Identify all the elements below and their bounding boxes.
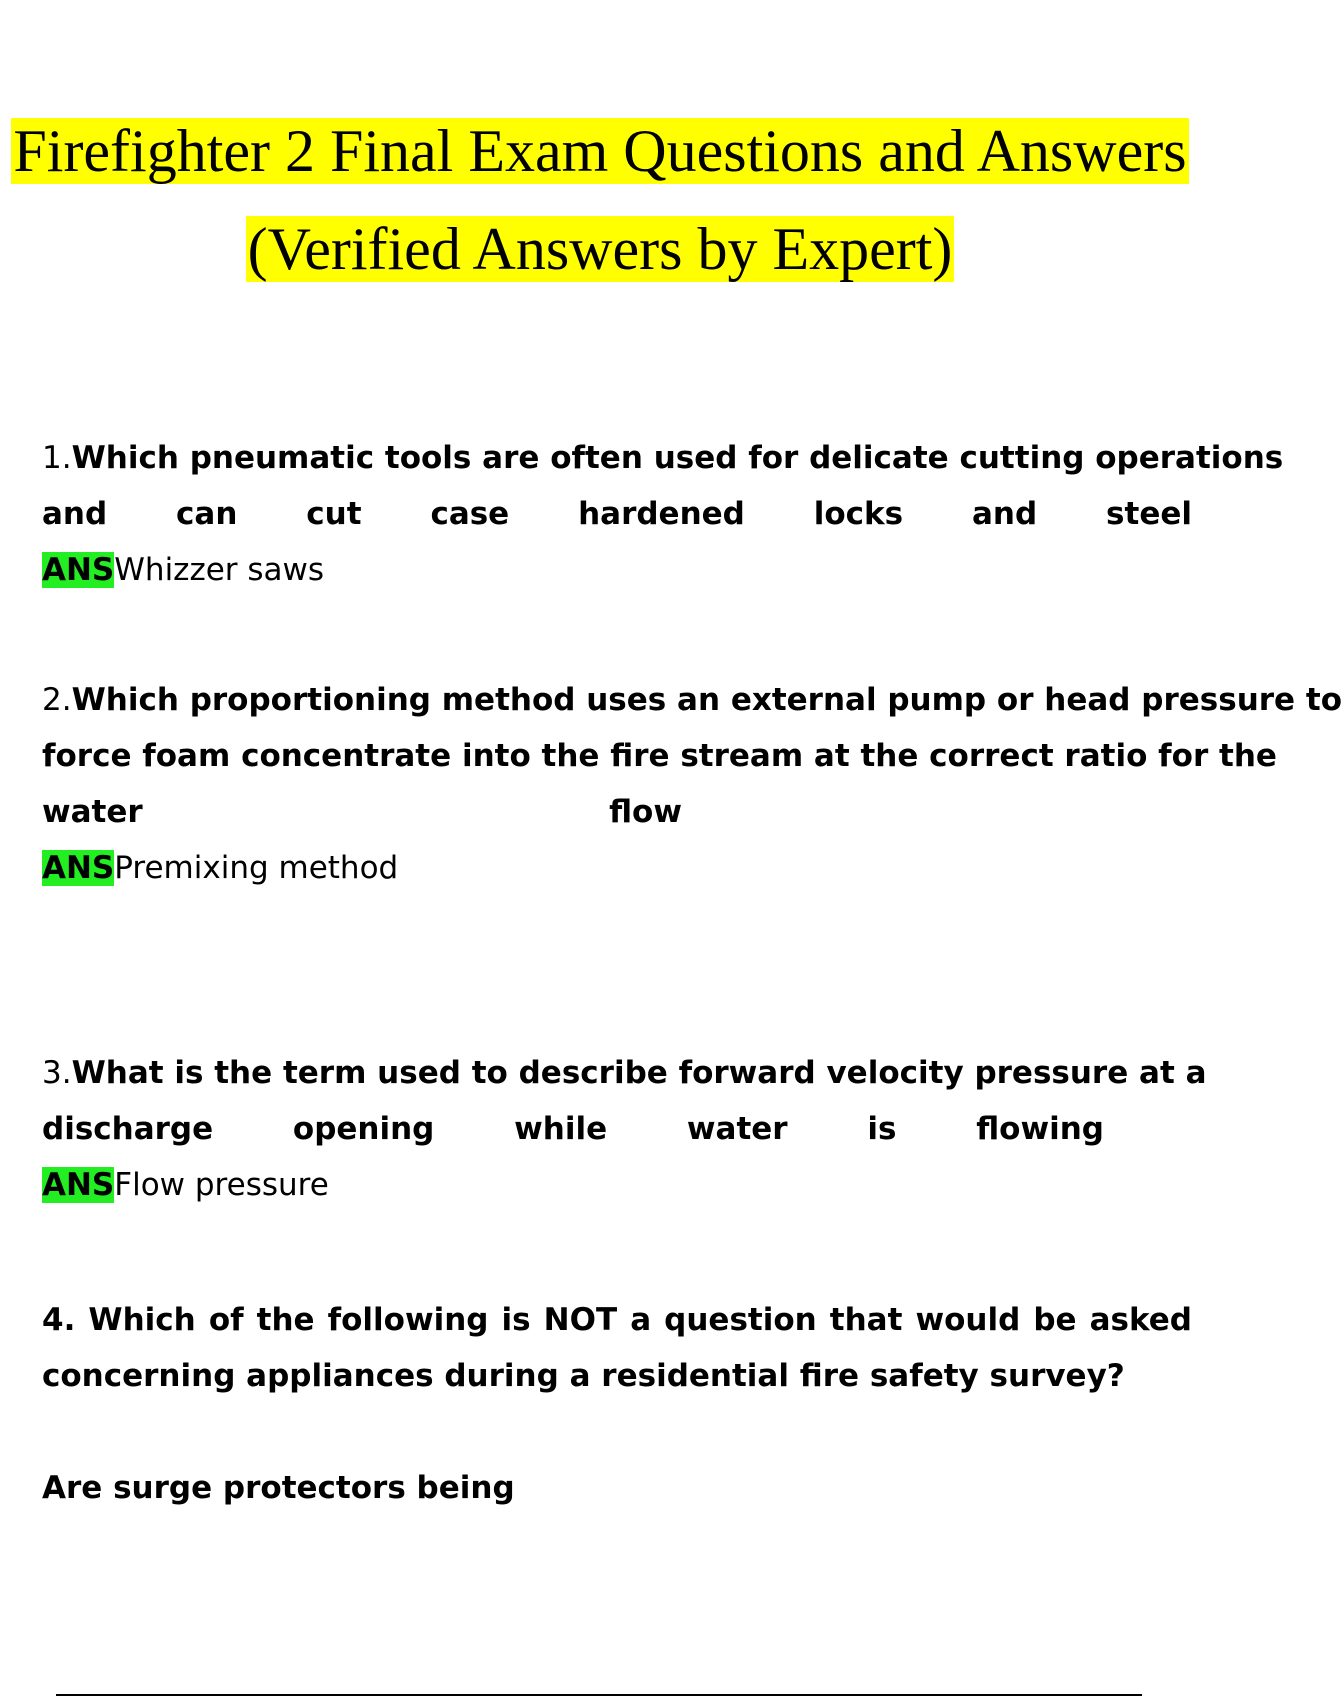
question-3-line-2: discharge opening while water is flowing [42, 1111, 1104, 1147]
answer-text: Premixing method [114, 850, 399, 886]
question-4-text-1: Which of the following is NOT a question that would be asked [88, 1302, 1192, 1338]
question-3-answer [42, 1157, 1192, 1213]
answer-tag: ANS [42, 552, 115, 588]
footer-divider [56, 1694, 1142, 1696]
question-3-line-1 [42, 1045, 1207, 1101]
document-title-line-2 [0, 216, 1200, 282]
question-3-text-1: What is the term used to describe forward velocity pressure at a [71, 1055, 1207, 1091]
question-2 [42, 672, 1342, 896]
question-4 [42, 1292, 1192, 1404]
answer-text: Flow pressure [114, 1167, 329, 1203]
question-2-line-2: force foam concentrate into the fire stream at the correct ratio for the [42, 738, 1277, 774]
question-4-line-1 [42, 1292, 1192, 1348]
question-2-line-1 [42, 672, 1342, 728]
question-3-number: 3. [42, 1055, 72, 1091]
answer-tag: ANS [42, 1167, 115, 1203]
title-highlight-2: (Verified Answers by Expert) [247, 216, 953, 282]
question-1-answer [42, 542, 1192, 598]
question-1-number: 1. [42, 440, 72, 476]
question-2-line-3 [42, 784, 682, 840]
question-1-text-1: Which pneumatic tools are often used for delicate cutting operations [71, 440, 1284, 476]
title-highlight-1: Firefighter 2 Final Exam Questions and Answers [13, 118, 1187, 184]
partial-answer-text: Are surge protectors being [42, 1470, 515, 1506]
question-1-line-2: and can cut case hardened locks and steel [42, 496, 1192, 532]
question-4-number: 4. [42, 1302, 76, 1338]
answer-tag: ANS [42, 850, 115, 886]
question-1-line-1 [42, 430, 1284, 486]
question-3 [42, 1045, 1207, 1213]
answer-text: Whizzer saws [114, 552, 325, 588]
question-2-text-1: Which proportioning method uses an external pump or head pressure to [71, 682, 1342, 718]
question-2-number: 2. [42, 682, 72, 718]
question-2-answer [42, 840, 1192, 896]
question-4-line-2: concerning appliances during a residential fire safety survey? [42, 1358, 1125, 1394]
question-2-text-3: water flow [42, 794, 682, 830]
document-title-line-1 [0, 118, 1200, 184]
question-1 [42, 430, 1284, 598]
